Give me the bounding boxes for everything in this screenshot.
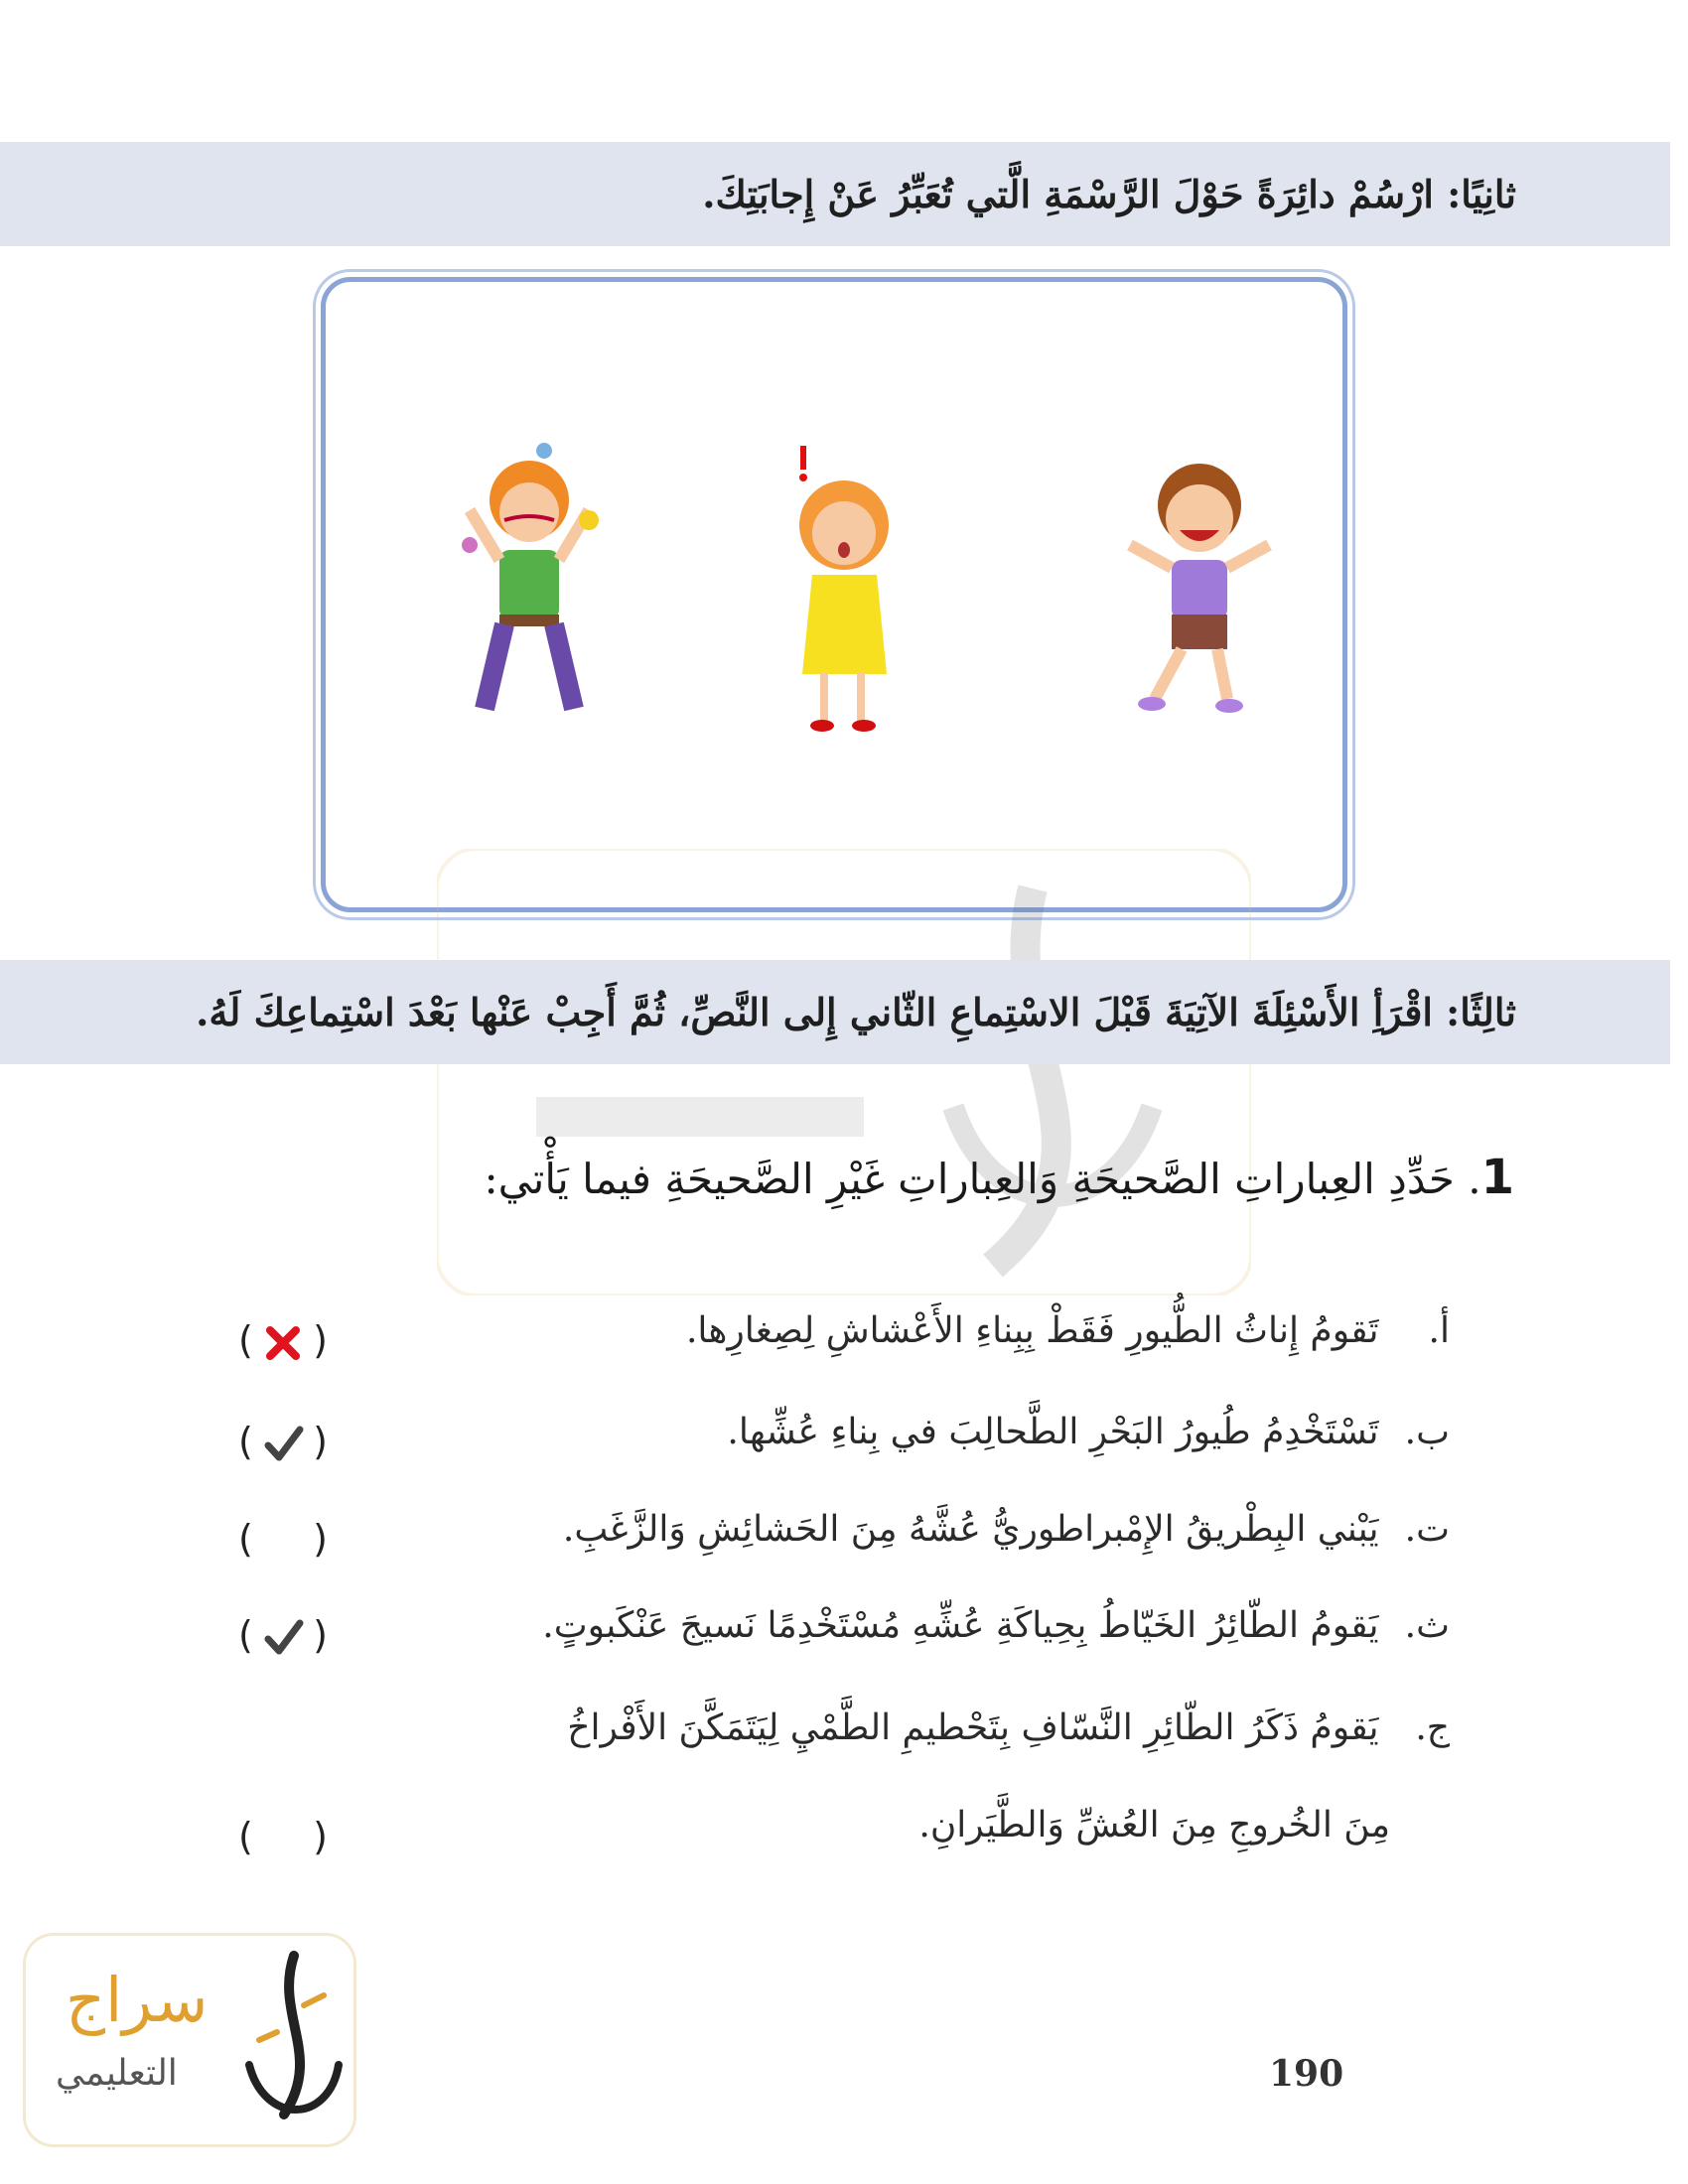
calligraphy-emblem-icon: [234, 1946, 349, 2134]
cross-mark-icon: [260, 1320, 306, 1366]
item-letter: ج.: [1415, 1707, 1450, 1748]
item-text: مِنَ الخُروجِ مِنَ العُشِّ وَالطَّيَرانِ.: [918, 1805, 1390, 1845]
question-1-title: [484, 1150, 1514, 1205]
question-text: . حَدِّدِ العِباراتِ الصَّحيحَةِ وَالعِباراتِ غَيْرِ الصَّحيحَةِ فيما يَأْتي:: [484, 1155, 1481, 1203]
answer-box[interactable]: ( ): [238, 1517, 328, 1561]
illustration-frame: [321, 277, 1347, 912]
watermark-logo-icon: [437, 849, 1251, 1296]
happy-boy-icon[interactable]: [1110, 451, 1289, 719]
logo-word-2: التعليمي: [56, 2053, 178, 2094]
item-letter: ت.: [1404, 1509, 1450, 1550]
item-letter: أ.: [1428, 1310, 1450, 1351]
check-mark-icon: [260, 1422, 306, 1467]
statement-item: [563, 1509, 1450, 1550]
logo: [26, 1936, 353, 2144]
statement-item: [727, 1412, 1450, 1452]
item-letter: ب.: [1404, 1412, 1450, 1452]
answer-box[interactable]: ( ): [238, 1613, 328, 1663]
item-text: يَقومُ ذَكَرُ الطّائِرِ النَّسّافِ بِتَحْطيمِ الطَّمْيِ لِيَتَمَكَّنَ الأَفْراخُ: [567, 1707, 1379, 1748]
item-text: يَبْني البِطْريقُ الإِمْبراطوريُّ عُشَّهُ مِنَ الحَشائِشِ وَالزَّغَبِ.: [562, 1509, 1379, 1550]
item-text: تَقومُ إِناثُ الطُّيورِ فَقَطْ بِبِناءِ الأَعْشاشِ لِصِغارِها.: [685, 1310, 1379, 1351]
item-text: تَسْتَخْدِمُ طُيورُ البَحْرِ الطَّحالِبَ في بِناءِ عُشِّها.: [727, 1412, 1379, 1452]
section-3-instruction: ثالِثًا: اقْرَأِ الأَسْئِلَةَ الآتِيَةَ قَبْلَ الاسْتِماعِ الثّاني إِلى النَّصِّ، ثُمَّ أَجِبْ عَنْها بَعْدَ اسْتِماعِكَ لَهُ.: [196, 990, 1516, 1034]
section-2-instruction: ثانِيًا: ارْسُمْ دائِرَةً حَوْلَ الرَّسْمَةِ الَّتي تُعَبِّرُ عَنْ إِجابَتِكَ.: [702, 172, 1516, 216]
section-2-header: [0, 142, 1670, 246]
statement-item: [542, 1605, 1450, 1646]
section-3-header: [0, 960, 1670, 1064]
answer-box[interactable]: ( ): [238, 1815, 328, 1858]
answer-box[interactable]: ( ): [238, 1318, 328, 1368]
logo-word-1: سراج: [66, 1964, 209, 2036]
check-mark-icon: [260, 1615, 306, 1661]
question-number: 1: [1480, 1150, 1514, 1205]
answer-box[interactable]: ( ): [238, 1420, 328, 1469]
page-number: 190: [1269, 2053, 1344, 2095]
statement-item-continuation: [918, 1805, 1390, 1845]
item-letter: ث.: [1404, 1605, 1450, 1646]
statement-item: [567, 1707, 1450, 1748]
surprised-girl-icon[interactable]: [773, 446, 912, 734]
statement-item: [686, 1310, 1450, 1351]
angry-boy-icon[interactable]: [445, 441, 614, 729]
item-text: يَقومُ الطّائِرُ الخَيّاطُ بِحِياكَةِ عُشِّهِ مُسْتَخْدِمًا نَسيجَ عَنْكَبوتٍ.: [542, 1605, 1379, 1646]
